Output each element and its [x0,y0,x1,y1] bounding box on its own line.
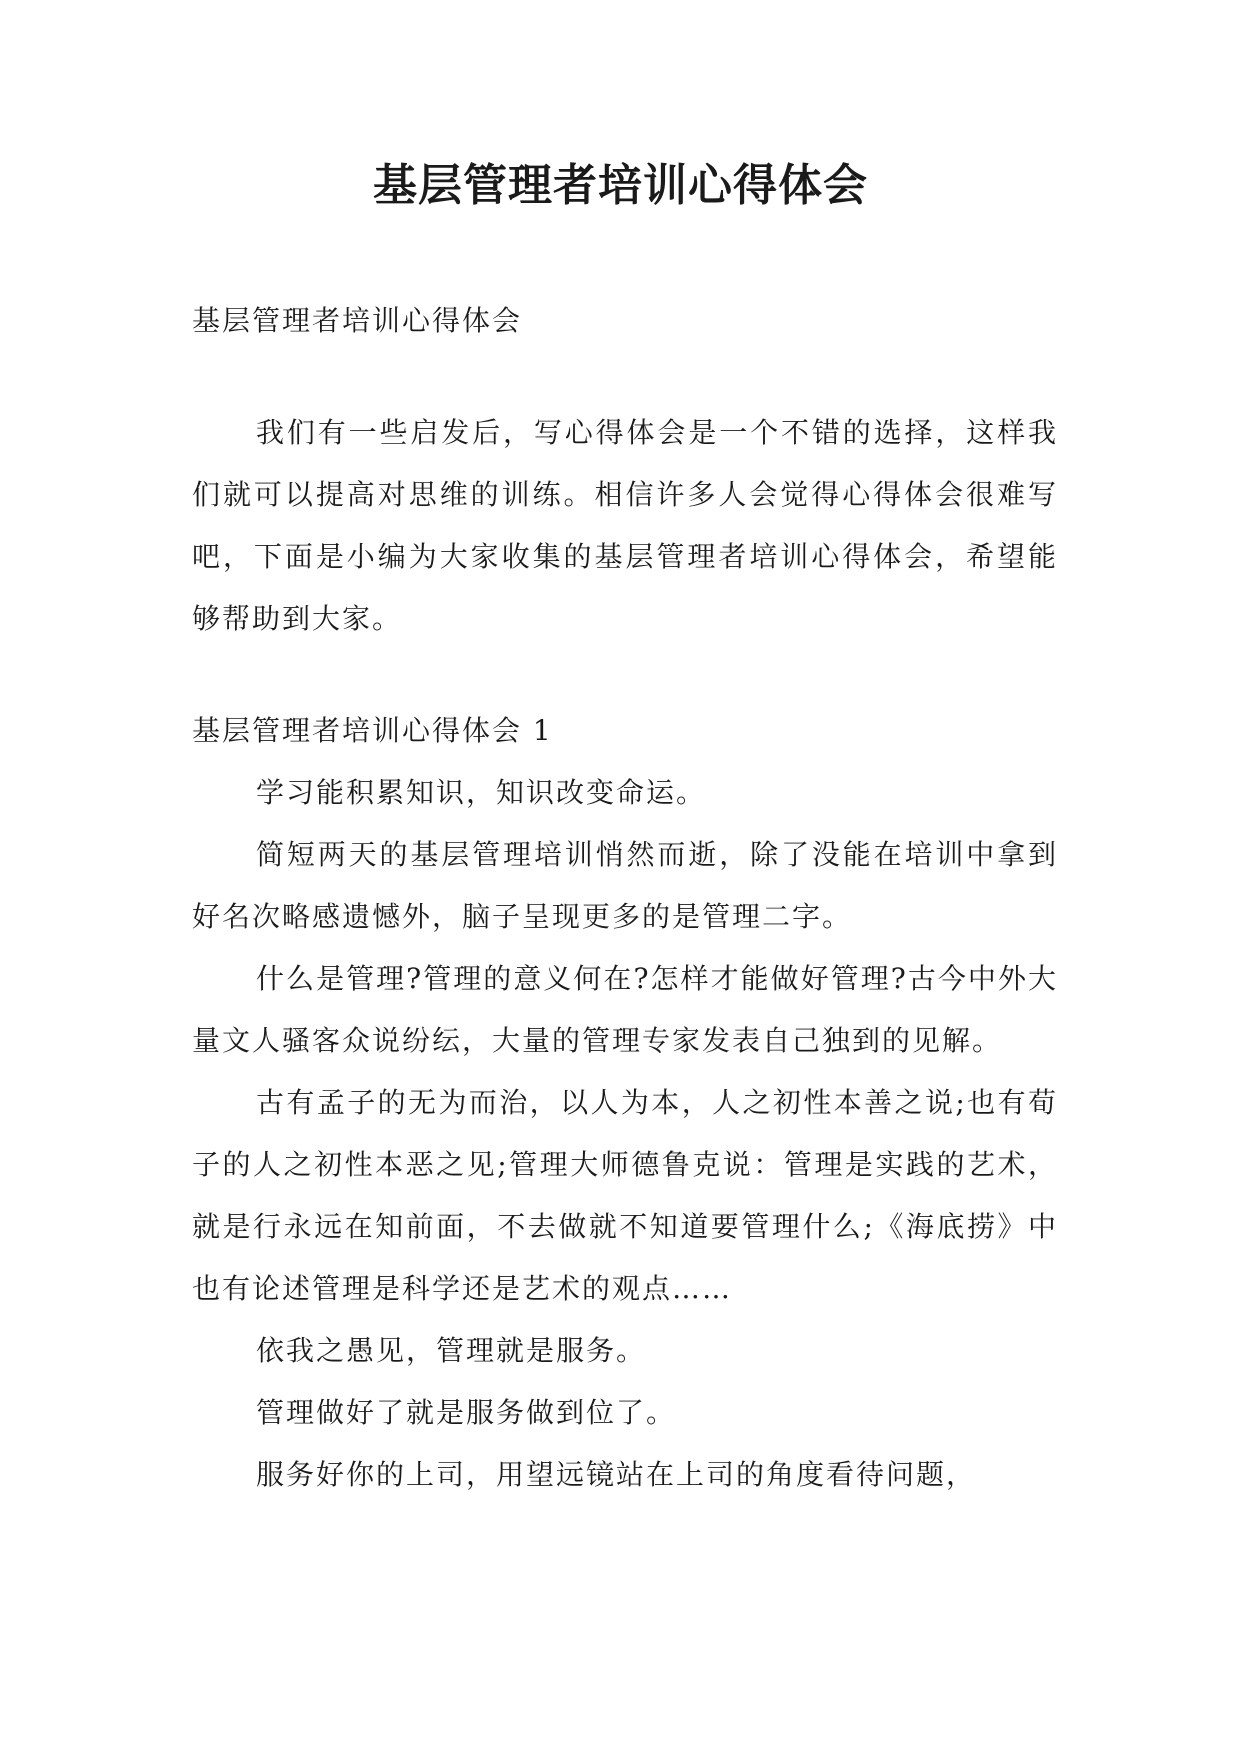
document-title: 基层管理者培训心得体会 [373,160,868,211]
intro-paragraph: 我们有一些启发后，写心得体会是一个不错的选择，这样我们就可以提高对思维的训练。相信许多人会觉得心得体会很难写吧，下面是小编为大家收集的基层管理者培训心得体会，希望能够帮助到大家。 [192,416,1058,635]
body-paragraph: 简短两天的基层管理培训悄然而逝，除了没能在培训中拿到好名次略感遗憾外，脑子呈现更多的是管理二字。 [192,838,1058,933]
body-paragraph: 管理做好了就是服务做到位了。 [256,1396,677,1429]
section-heading: 基层管理者培训心得体会 1 [192,714,553,747]
body-paragraph: 依我之愚见，管理就是服务。 [256,1334,647,1367]
body-paragraph: 服务好你的上司，用望远镜站在上司的角度看待问题， [256,1458,977,1491]
body-paragraph: 什么是管理?管理的意义何在?怎样才能做好管理?古今中外大量文人骚客众说纷纭，大量的管理专家发表自己独到的见解。 [192,962,1058,1057]
document-body [192,290,1058,1506]
body-paragraph: 学习能积累知识，知识改变命运。 [256,776,707,809]
document-subtitle: 基层管理者培训心得体会 [192,304,523,337]
body-paragraph: 古有孟子的无为而治，以人为本，人之初性本善之说;也有荀子的人之初性本恶之见;管理大师德鲁克说：管理是实践的艺术，就是行永远在知前面，不去做就不知道要管理什么;《海底捞》中也有论述管理是科学还是艺术的观点…… [192,1086,1058,1305]
